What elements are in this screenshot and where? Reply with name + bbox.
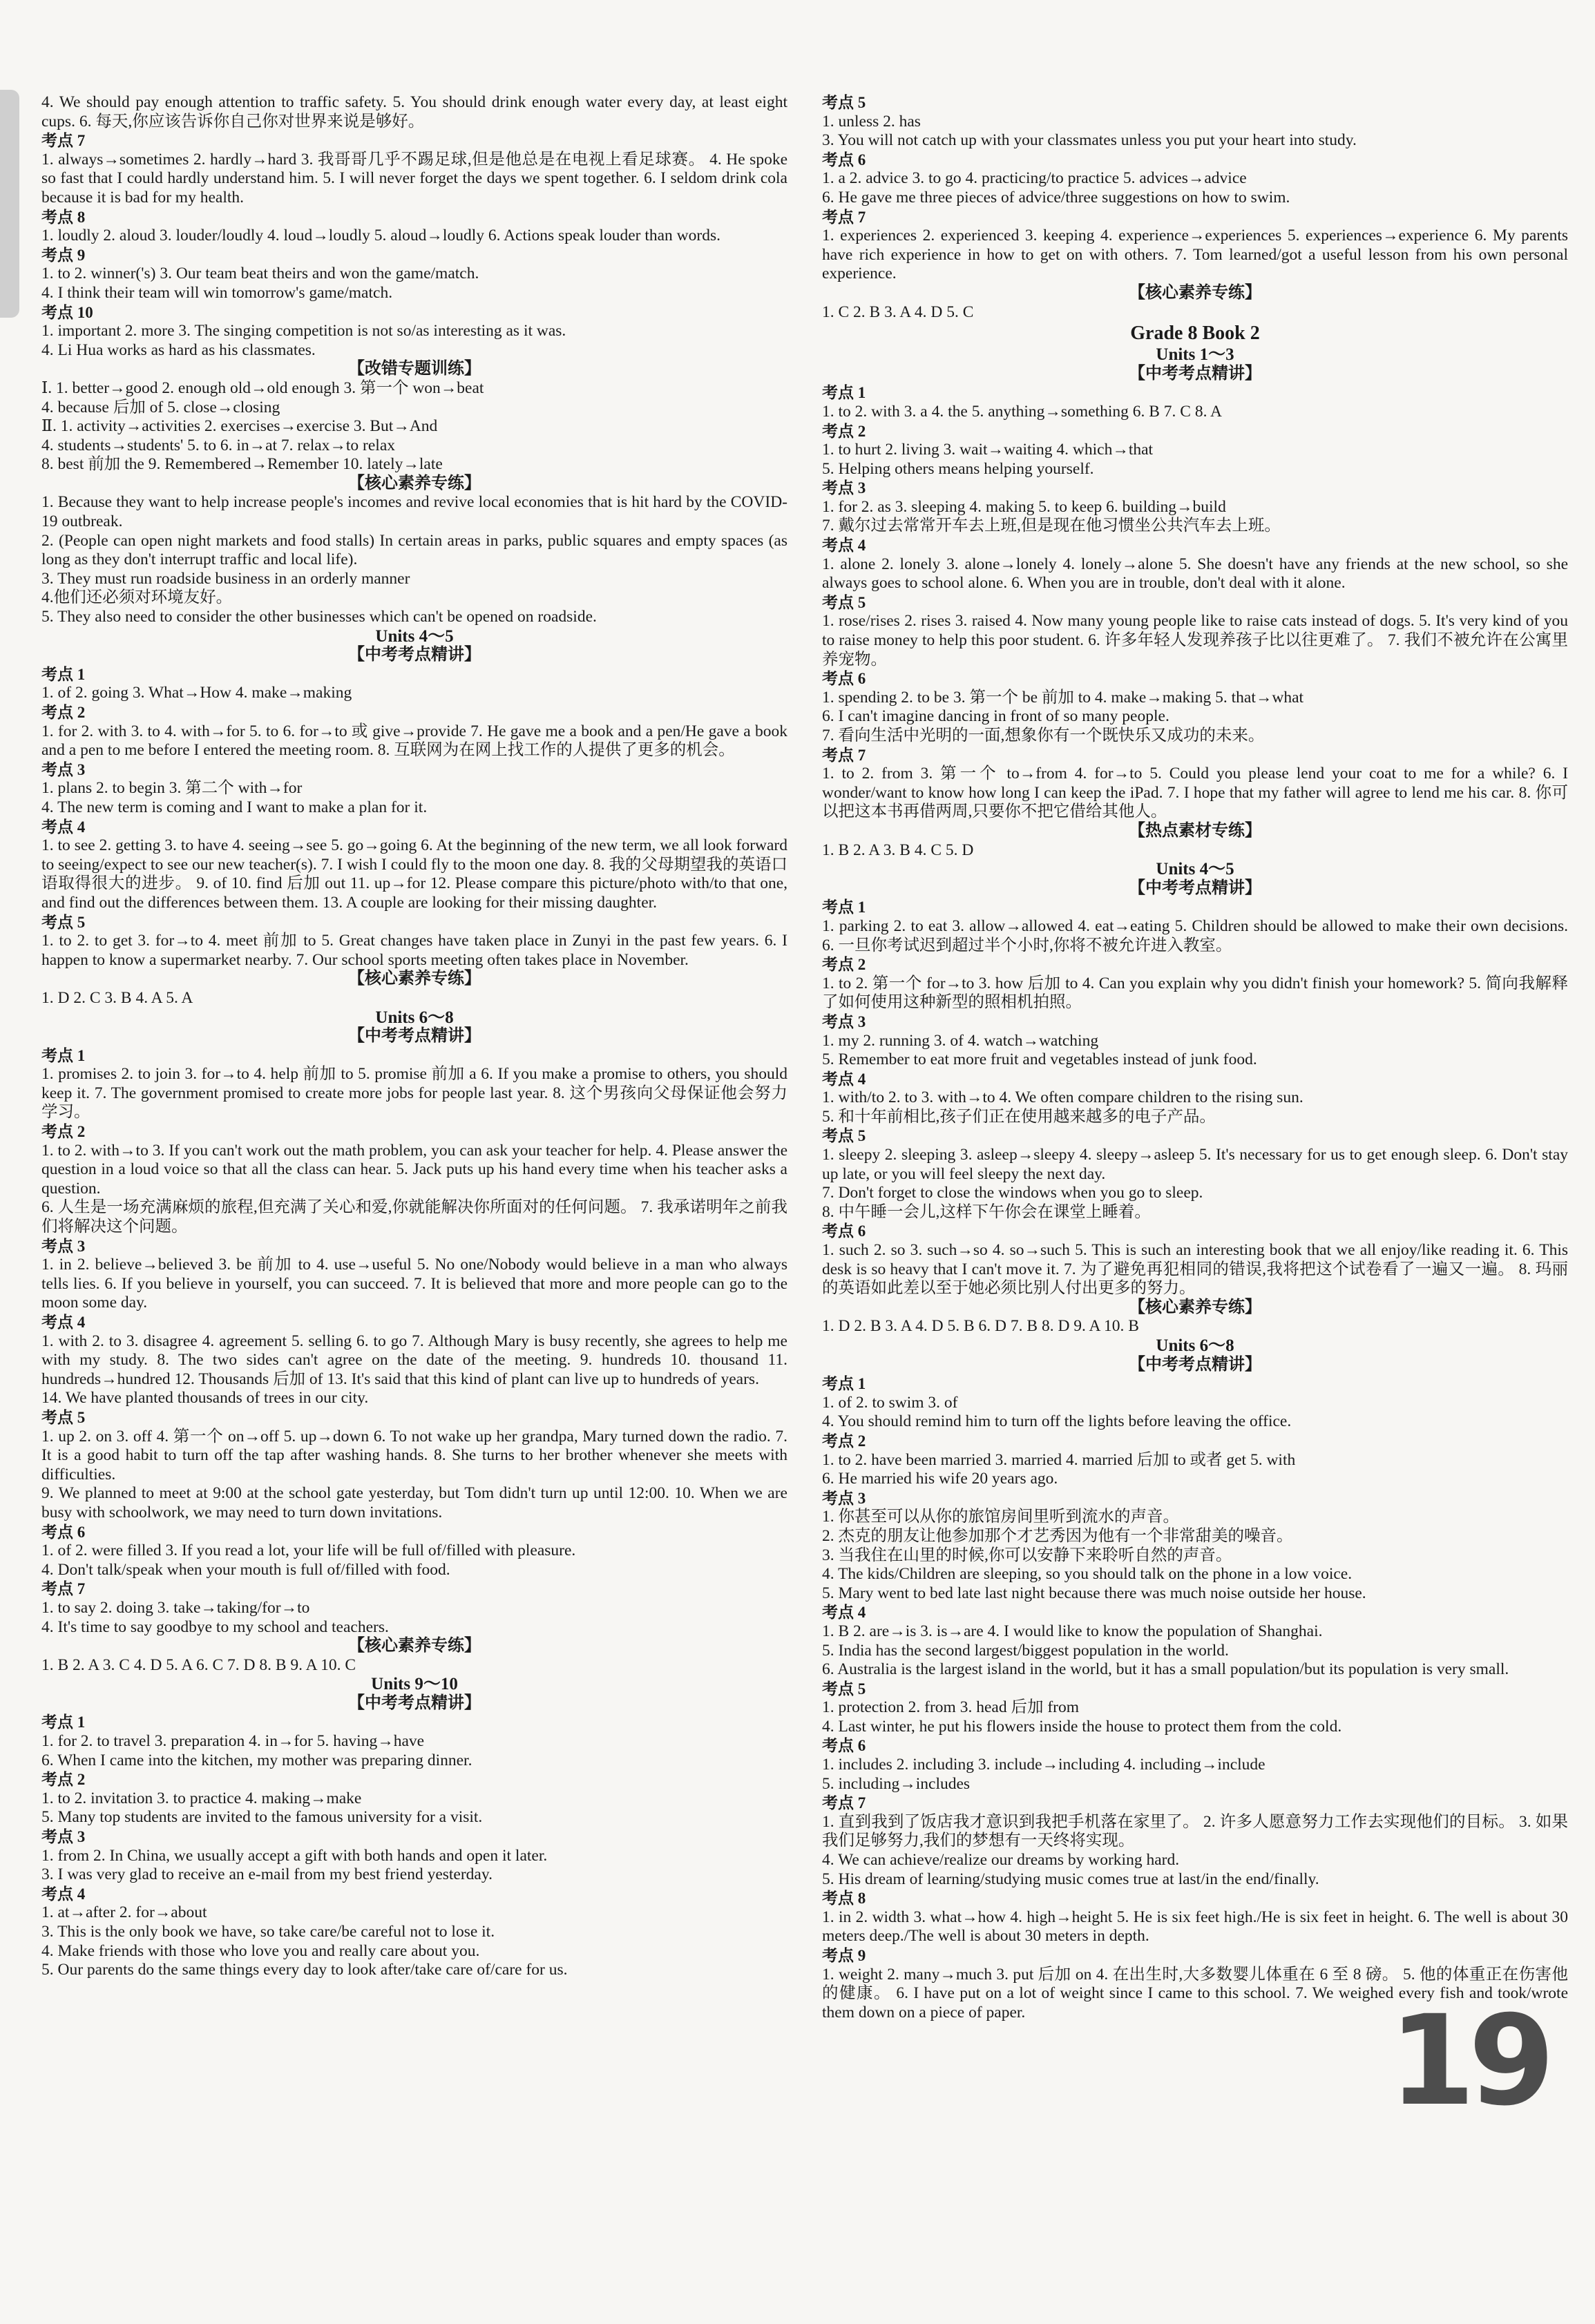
answer-line: 14. We have planted thousands of trees in our city.	[41, 1389, 369, 1408]
section-heading: 【中考考点精讲】	[348, 1027, 481, 1046]
answer-line: 1. protection 2. from 3. head 后加 from	[822, 1698, 1079, 1717]
section-heading: 【核心素养专练】	[1129, 283, 1261, 302]
answer-line: 1. D 2. B 3. A 4. D 5. B 6. D 7. B 8. D 9. A 10. B	[822, 1317, 1139, 1336]
answer-line: 4. I think their team will win tomorrow's game/match.	[41, 283, 393, 302]
answer-line: 8. best 前加 the 9. Remembered→Remember 10. lately→late	[41, 455, 443, 474]
answer-line: 4. Make friends with those who love you and really care about you.	[41, 1941, 480, 1960]
answer-line: 4. Don't talk/speak when your mouth is full of/filled with food.	[41, 1560, 450, 1579]
exam-point-heading: 考点 5	[822, 94, 866, 111]
answer-line: 1. plans 2. to begin 3. 第二个 with→for	[41, 779, 303, 798]
answer-line: 2. 杰克的朋友让他参加那个才艺秀因为他有一个非常甜美的噪音。	[822, 1526, 1293, 1545]
answer-line: 7. 看向生活中光明的一面,想象你有一个既快乐又成功的未来。	[822, 727, 1265, 745]
answer-line: 1. to 2. invitation 3. to practice 4. making→make	[41, 1789, 362, 1807]
answer-line: 2. (People can open night markets and food stalls) In certain areas in parks, public squares and empty spaces (as long as they don't interrupt traffic and local life).	[41, 531, 787, 569]
answer-line: 1. spending 2. to be 3. 第一个 be 前加 to 4. make→making 5. that→what	[822, 688, 1304, 707]
exam-point-heading: 考点 6	[822, 670, 866, 688]
answer-line: 1. to 2. winner('s) 3. Our team beat theirs and won the game/match.	[41, 265, 479, 283]
answer-line: 5. Remember to eat more fruit and vegetables instead of junk food.	[822, 1050, 1257, 1069]
section-heading: 【中考考点精讲】	[1129, 364, 1261, 383]
section-heading: 【中考考点精讲】	[348, 1693, 481, 1712]
exam-point-heading: 考点 4	[41, 1314, 86, 1331]
grade-heading: Grade 8 Book 2	[1130, 323, 1260, 345]
exam-point-heading: 考点 3	[822, 479, 866, 497]
answer-line: 1. experiences 2. experienced 3. keeping 4. experience→experiences 5. experiences→experience 6. My parents have rich experience in how to get on with others. 7. Tom learned/got a useful lesson from his own personal experience.	[822, 227, 1568, 283]
exam-point-heading: 考点 2	[822, 422, 866, 440]
page-number: 19	[1388, 1989, 1548, 2133]
answer-line: 1. with/to 2. to 3. with→to 4. We often compare children to the rising sun.	[822, 1088, 1303, 1107]
exam-point-heading: 考点 2	[822, 1432, 866, 1450]
answer-line: 1. of 2. were filled 3. If you read a lot, your life will be full of/filled with pleasure.	[41, 1542, 576, 1560]
answer-line: Ⅱ. 1. activity→activities 2. exercises→exercise 3. But→And	[41, 417, 438, 436]
answer-line: 1. unless 2. has	[822, 112, 921, 131]
answer-line: 5. They also need to consider the other businesses which can't be opened on roadside.	[41, 608, 597, 626]
unit-heading: Units 4～5	[375, 626, 454, 646]
answer-line: 1. sleepy 2. sleeping 3. asleep→sleepy 4. sleepy→asleep 5. It's necessary for us to get enough sleep. 6. Don't stay up late, or you will feel sleepy the next day.	[822, 1146, 1568, 1183]
exam-point-heading: 考点 1	[41, 665, 86, 683]
answer-line: 1. B 2. A 3. B 4. C 5. D	[822, 841, 974, 859]
unit-heading: Units 1～3	[1156, 345, 1234, 365]
answer-line: 4. We should pay enough attention to traffic safety. 5. You should drink enough water every day, at least eight cups. 6. 每天,你应该告诉你自己你对世界来说是够好。	[41, 93, 787, 131]
answer-line: 1. to hurt 2. living 3. wait→waiting 4. which→that	[822, 441, 1154, 459]
answer-line: 3. They must run roadside business in an orderly manner	[41, 569, 410, 588]
exam-point-heading: 考点 2	[41, 704, 86, 721]
answer-line: 6. I can't imagine dancing in front of so many people.	[822, 707, 1169, 726]
answer-line: 1. to 2. with 3. a 4. the 5. anything→something 6. B 7. C 8. A	[822, 402, 1222, 421]
answer-line: 1. C 2. B 3. A 4. D 5. C	[822, 302, 974, 321]
exam-point-heading: 考点 2	[41, 1123, 86, 1141]
section-heading: 【中考考点精讲】	[1129, 878, 1261, 897]
answer-line: 5. Many top students are invited to the famous university for a visit.	[41, 1808, 483, 1827]
answer-line: 1. loudly 2. aloud 3. louder/loudly 4. loud→loudly 5. aloud→loudly 6. Actions speak louder than words.	[41, 227, 720, 245]
answer-line: 1. in 2. width 3. what→how 4. high→height 5. He is six feet high./He is six feet in height. 6. The well is about 30 meters deep./The well is about 30 meters in depth.	[822, 1908, 1568, 1946]
exam-point-heading: 考点 2	[822, 956, 866, 974]
answer-line: 1. a 2. advice 3. to go 4. practicing/to practice 5. advices→advice	[822, 169, 1247, 188]
right-column	[822, 93, 1568, 2289]
answer-line: 4. You should remind him to turn off the lights before leaving the office.	[822, 1412, 1292, 1431]
answer-line: 1. at→after 2. for→about	[41, 1903, 207, 1922]
answer-line: 1. from 2. In China, we usually accept a gift with both hands and open it later.	[41, 1846, 548, 1865]
exam-point-heading: 考点 7	[822, 1794, 866, 1812]
answer-line: 1. to 2. with→to 3. If you can't work out the math problem, you can ask your teacher for help. 4. Please answer the question in a loud voice so that all the class can hear. 5. Jack puts up his hand every time when his teacher asks a question.	[41, 1141, 787, 1198]
answer-line: 5. Helping others means helping yourself.	[822, 459, 1094, 478]
answer-line: 5. 和十年前相比,孩子们正在使用越来越多的电子产品。	[822, 1107, 1216, 1126]
answer-line: 1. for 2. with 3. to 4. with→for 5. to 6. for→to 或 give→provide 7. He gave me a book and a pen/He gave a book and a pen to me before I entered the meeting room. 8. 互联网为在网上找工作的人提供了更多的机会。	[41, 722, 787, 760]
exam-point-heading: 考点 1	[822, 899, 866, 916]
answer-line: 6. Australia is the largest island in the world, but it has a small population/but its population is very small.	[822, 1660, 1509, 1679]
answer-line: 4. Li Hua works as hard as his classmates.	[41, 340, 316, 359]
exam-point-heading: 考点 1	[41, 1713, 86, 1731]
answer-line: 3. You will not catch up with your classmates unless you put your heart into study.	[822, 131, 1357, 150]
exam-point-heading: 考点 6	[822, 1737, 866, 1755]
answer-line: 1. to see 2. getting 3. to have 4. seeing→see 5. go→going 6. At the beginning of the new term, we all look forward to seeing/expect to see our new teacher(s). 7. I wish I could fly to the moon one day. 8. 我的父母期望我的英语口语取得很大的进步。 9. of 10. find 后加 out 11. up→for 12. Please compare this picture/photo with/to that one, and find out the differences between them. 13. A couple are looking for their missing daughter.	[41, 836, 787, 912]
answer-line: 6. 人生是一场充满麻烦的旅程,但充满了关心和爱,你就能解决你所面对的任何问题。 7. 我承诺明年之前我们将解决这个问题。	[41, 1198, 787, 1236]
exam-point-heading: 考点 1	[822, 384, 866, 402]
exam-point-heading: 考点 1	[822, 1375, 866, 1393]
section-heading: 【热点素材专练】	[1129, 821, 1261, 840]
answer-line: 1. with 2. to 3. disagree 4. agreement 5. selling 6. to go 7. Although Mary is busy recently, she agrees to help me with my study. 8. The two sides can't agree on the date of the meeting. 9. hundreds 10. thousand 11. hundreds→hundred 12. Thousands 后加 of 13. It's said that this kind of plant can live up to hundreds of years.	[41, 1332, 787, 1388]
answer-line: 1. promises 2. to join 3. for→to 4. help 前加 to 5. promise 前加 a 6. If you make a promise to others, you should keep it. 7. The government promised to create more jobs for people last year. 8. 这个男孩向父母保证他会努力学习。	[41, 1065, 787, 1122]
answer-line: 1. of 2. going 3. What→How 4. make→making	[41, 684, 352, 702]
answer-line: 4. We can achieve/realize our dreams by working hard.	[822, 1851, 1180, 1870]
answer-line: 1. B 2. A 3. C 4. D 5. A 6. C 7. D 8. B 9. A 10. C	[41, 1655, 356, 1674]
answer-line: 6. He gave me three pieces of advice/three suggestions on how to swim.	[822, 188, 1290, 207]
unit-heading: Units 6～8	[375, 1008, 454, 1027]
exam-point-heading: 考点 4	[822, 537, 866, 555]
answer-line: 1. for 2. as 3. sleeping 4. making 5. to keep 6. building→build	[822, 497, 1226, 516]
answer-line: 1. to say 2. doing 3. take→taking/for→to	[41, 1598, 310, 1617]
answer-line: 4. students→students' 5. to 6. in→at 7. relax→to relax	[41, 436, 396, 454]
answer-line: 1. to 2. 第一个 for→to 3. how 后加 to 4. Can you explain why you didn't finish your homework? 5. 简向我解释了如何使用这种新型的照相机拍照。	[822, 974, 1568, 1012]
answer-line: 1. to 2. to get 3. for→to 4. meet 前加 to 5. Great changes have taken place in Zunyi in the past few years. 6. I happen to know a supermarket nearby. 7. Our school sports meeting often takes place in November.	[41, 932, 787, 969]
answer-line: 9. We planned to meet at 9:00 at the school gate yesterday, but Tom didn't turn up until 12:00. 10. When we are busy with schoolwork, we may need to turn down invitations.	[41, 1484, 787, 1521]
exam-point-heading: 考点 8	[41, 208, 86, 226]
exam-point-heading: 考点 2	[41, 1771, 86, 1789]
answer-line: 4. The kids/Children are sleeping, so you should talk on the phone in a low voice.	[822, 1565, 1353, 1584]
exam-point-heading: 考点 6	[822, 151, 866, 169]
answer-line: 4. The new term is coming and I want to make a plan for it.	[41, 798, 428, 816]
exam-point-heading: 考点 1	[41, 1046, 86, 1064]
answer-line: 1. such 2. so 3. such→so 4. so→such 5. This is such an interesting book that we all enjoy/like reading it. 6. This desk is so heavy that I can't move it. 7. 为了避免再犯相同的错误,我将把这个试卷看了一遍又一遍。 8. 玛丽的英语如此差以至于她必须比别人付出更多的努力。	[822, 1241, 1568, 1298]
answer-line: 1. includes 2. including 3. include→including 4. including→include	[822, 1756, 1266, 1774]
exam-point-heading: 考点 7	[41, 1580, 86, 1598]
exam-point-heading: 考点 9	[41, 246, 86, 264]
exam-point-heading: 考点 6	[822, 1222, 866, 1240]
answer-line: 1. 你甚至可以从你的旅馆房间里听到流水的声音。	[822, 1508, 1179, 1526]
section-heading: 【核心素养专练】	[348, 474, 481, 492]
answer-line: 1. of 2. to swim 3. of	[822, 1393, 958, 1412]
exam-point-heading: 考点 5	[822, 1680, 866, 1698]
section-heading: 【核心素养专练】	[348, 970, 481, 988]
answer-line: 6. He married his wife 20 years ago.	[822, 1470, 1058, 1488]
answer-line: 4. because 后加 of 5. close→closing	[41, 398, 280, 416]
answer-line: 1. for 2. to travel 3. preparation 4. in→for 5. having→have	[41, 1732, 425, 1751]
exam-point-heading: 考点 3	[822, 1012, 866, 1030]
exam-point-heading: 考点 8	[822, 1890, 866, 1908]
exam-point-heading: 考点 5	[822, 1127, 866, 1145]
answer-line: 1. always→sometimes 2. hardly→hard 3. 我哥哥几乎不踢足球,但是他总是在电视上看足球赛。 4. He spoke so fast that I could hardly understand him. 5. I will never forget the days we spent together. 6. I seldom drink cola because it is bad for my health.	[41, 150, 787, 207]
exam-point-heading: 考点 7	[822, 208, 866, 226]
exam-point-heading: 考点 6	[41, 1523, 86, 1541]
answer-line: 1. D 2. C 3. B 4. A 5. A	[41, 988, 193, 1007]
answer-line: 7. Don't forget to close the windows when you go to sleep.	[822, 1184, 1203, 1202]
exam-point-heading: 考点 4	[822, 1604, 866, 1622]
answer-line: 1. rose/rises 2. rises 3. raised 4. Now many young people like to raise cats instead of dogs. 5. It's very kind of you to raise money to help this poor student. 6. 许多年轻人发现养孩子比以往更难了。 7. 我们不被允许在公寓里养宠物。	[822, 612, 1568, 669]
answer-line: 1. in 2. believe→believed 3. be 前加 to 4. use→useful 5. No one/Nobody would believe in a man who always tells lies. 6. If you believe in yourself, you can succeed. 7. It is believed that more and more people can go to the moon some day.	[41, 1256, 787, 1312]
answer-line: 1. alone 2. lonely 3. alone→lonely 4. lonely→alone 5. She doesn't have any friends at the new school, so she always goes to school alone. 6. When you are in trouble, don't deal with it alone.	[822, 555, 1568, 593]
answer-line: 1. my 2. running 3. of 4. watch→watching	[822, 1031, 1099, 1050]
exam-point-heading: 考点 9	[822, 1947, 866, 1964]
exam-point-heading: 考点 3	[41, 1828, 86, 1846]
exam-point-heading: 考点 5	[41, 1408, 86, 1426]
scan-edge-tab	[0, 90, 19, 318]
answer-line: 5. Our parents do the same things every day to look after/take care of/care for us.	[41, 1961, 568, 1979]
exam-point-heading: 考点 5	[822, 593, 866, 611]
answer-line: 3. I was very glad to receive an e-mail from my best friend yesterday.	[41, 1865, 493, 1884]
answer-line: 1. weight 2. many→much 3. put 后加 on 4. 在出生时,大多数婴儿体重在 6 至 8 磅。 5. 他的体重正在伤害他的健康。 6. I have put on a lot of weight since I came to this school. 7. We weighed every fish and took/wrote them down on a piece of paper.	[822, 1965, 1568, 2022]
section-heading: 【核心素养专练】	[1129, 1298, 1261, 1316]
left-column	[41, 93, 787, 2289]
answer-line: 1. to 2. from 3. 第一个 to→from 4. for→to 5. Could you please lend your coat to me for a while? 6. I wonder/want to know how long I can keep the iPad. 7. I hope that my father will agree to lend me his car. 8. 你可以把这本书再借两周,只要你不把它借给其他人。	[822, 765, 1568, 821]
answer-line: 1. parking 2. to eat 3. allow→allowed 4. eat→eating 5. Children should be allowed to make their own decisions. 6. 一旦你考试迟到超过半个小时,你将不被允许进入教室。	[822, 916, 1568, 954]
answer-line: 3. This is the only book we have, so take care/be careful not to lose it.	[41, 1923, 495, 1941]
answer-line: 1. 直到我到了饭店我才意识到我把手机落在家里了。 2. 许多人愿意努力工作去实现他们的目标。 3. 如果我们足够努力,我们的梦想有一天终将实现。	[822, 1812, 1568, 1850]
answer-line: 4. Last winter, he put his flowers inside the house to protect them from the cold.	[822, 1717, 1342, 1736]
section-heading: 【中考考点精讲】	[1129, 1355, 1261, 1374]
exam-point-heading: 考点 3	[822, 1489, 866, 1507]
answer-line: 5. including→includes	[822, 1774, 971, 1793]
unit-heading: Units 6～8	[1156, 1336, 1234, 1355]
answer-line: 7. 戴尔过去常常开车去上班,但是现在他习惯坐公共汽车去上班。	[822, 517, 1281, 535]
answer-line: 1. Because they want to help increase people's incomes and revive local economies that is hit hard by the COVID-19 outbreak.	[41, 493, 787, 531]
section-heading: 【中考考点精讲】	[348, 646, 481, 664]
exam-point-heading: 考点 3	[41, 1237, 86, 1255]
answer-line: 4. It's time to say goodbye to my school and teachers.	[41, 1617, 389, 1636]
answer-line: 6. When I came into the kitchen, my mother was preparing dinner.	[41, 1751, 472, 1769]
answer-line: 4.他们还必须对环境友好。	[41, 588, 233, 607]
unit-heading: Units 9～10	[371, 1675, 458, 1694]
answer-line: 1. B 2. are→is 3. is→are 4. I would like to know the population of Shanghai.	[822, 1622, 1323, 1640]
exam-point-heading: 考点 4	[41, 818, 86, 836]
section-heading: 【改错专题训练】	[348, 360, 481, 378]
exam-point-heading: 考点 3	[41, 760, 86, 778]
exam-point-heading: 考点 7	[41, 132, 86, 150]
exam-point-heading: 考点 7	[822, 746, 866, 764]
answer-key-page	[41, 93, 1568, 2289]
answer-line: 1. up 2. on 3. off 4. 第一个 on→off 5. up→down 6. To not wake up her grandpa, Mary turned down the radio. 7. It is a good habit to turn off the tap after washing hands. 8. She turns to her brother whenever she meets with difficulties.	[41, 1427, 787, 1483]
exam-point-heading: 考点 10	[41, 303, 93, 321]
answer-line: 5. His dream of learning/studying music comes true at last/in the end/finally.	[822, 1870, 1319, 1888]
answer-line: 5. Mary went to bed late last night because there was much noise outside her house.	[822, 1584, 1366, 1602]
answer-line: 5. India has the second largest/biggest population in the world.	[822, 1641, 1229, 1660]
exam-point-heading: 考点 4	[822, 1070, 866, 1088]
section-heading: 【核心素养专练】	[348, 1637, 481, 1655]
exam-point-heading: 考点 5	[41, 913, 86, 931]
answer-line: 1. to 2. have been married 3. married 4. married 后加 to 或者 get 5. with	[822, 1450, 1296, 1469]
answer-line: 1. important 2. more 3. The singing competition is not so/as interesting as it was.	[41, 322, 566, 340]
answer-line: 8. 中午睡一会儿,这样下午你会在课堂上睡着。	[822, 1202, 1151, 1221]
unit-heading: Units 4～5	[1156, 860, 1234, 879]
exam-point-heading: 考点 4	[41, 1885, 86, 1903]
answer-line: Ⅰ. 1. better→good 2. enough old→old enough 3. 第一个 won→beat	[41, 378, 484, 397]
answer-line: 3. 当我住在山里的时候,你可以安静下来聆听自然的声音。	[822, 1546, 1232, 1564]
